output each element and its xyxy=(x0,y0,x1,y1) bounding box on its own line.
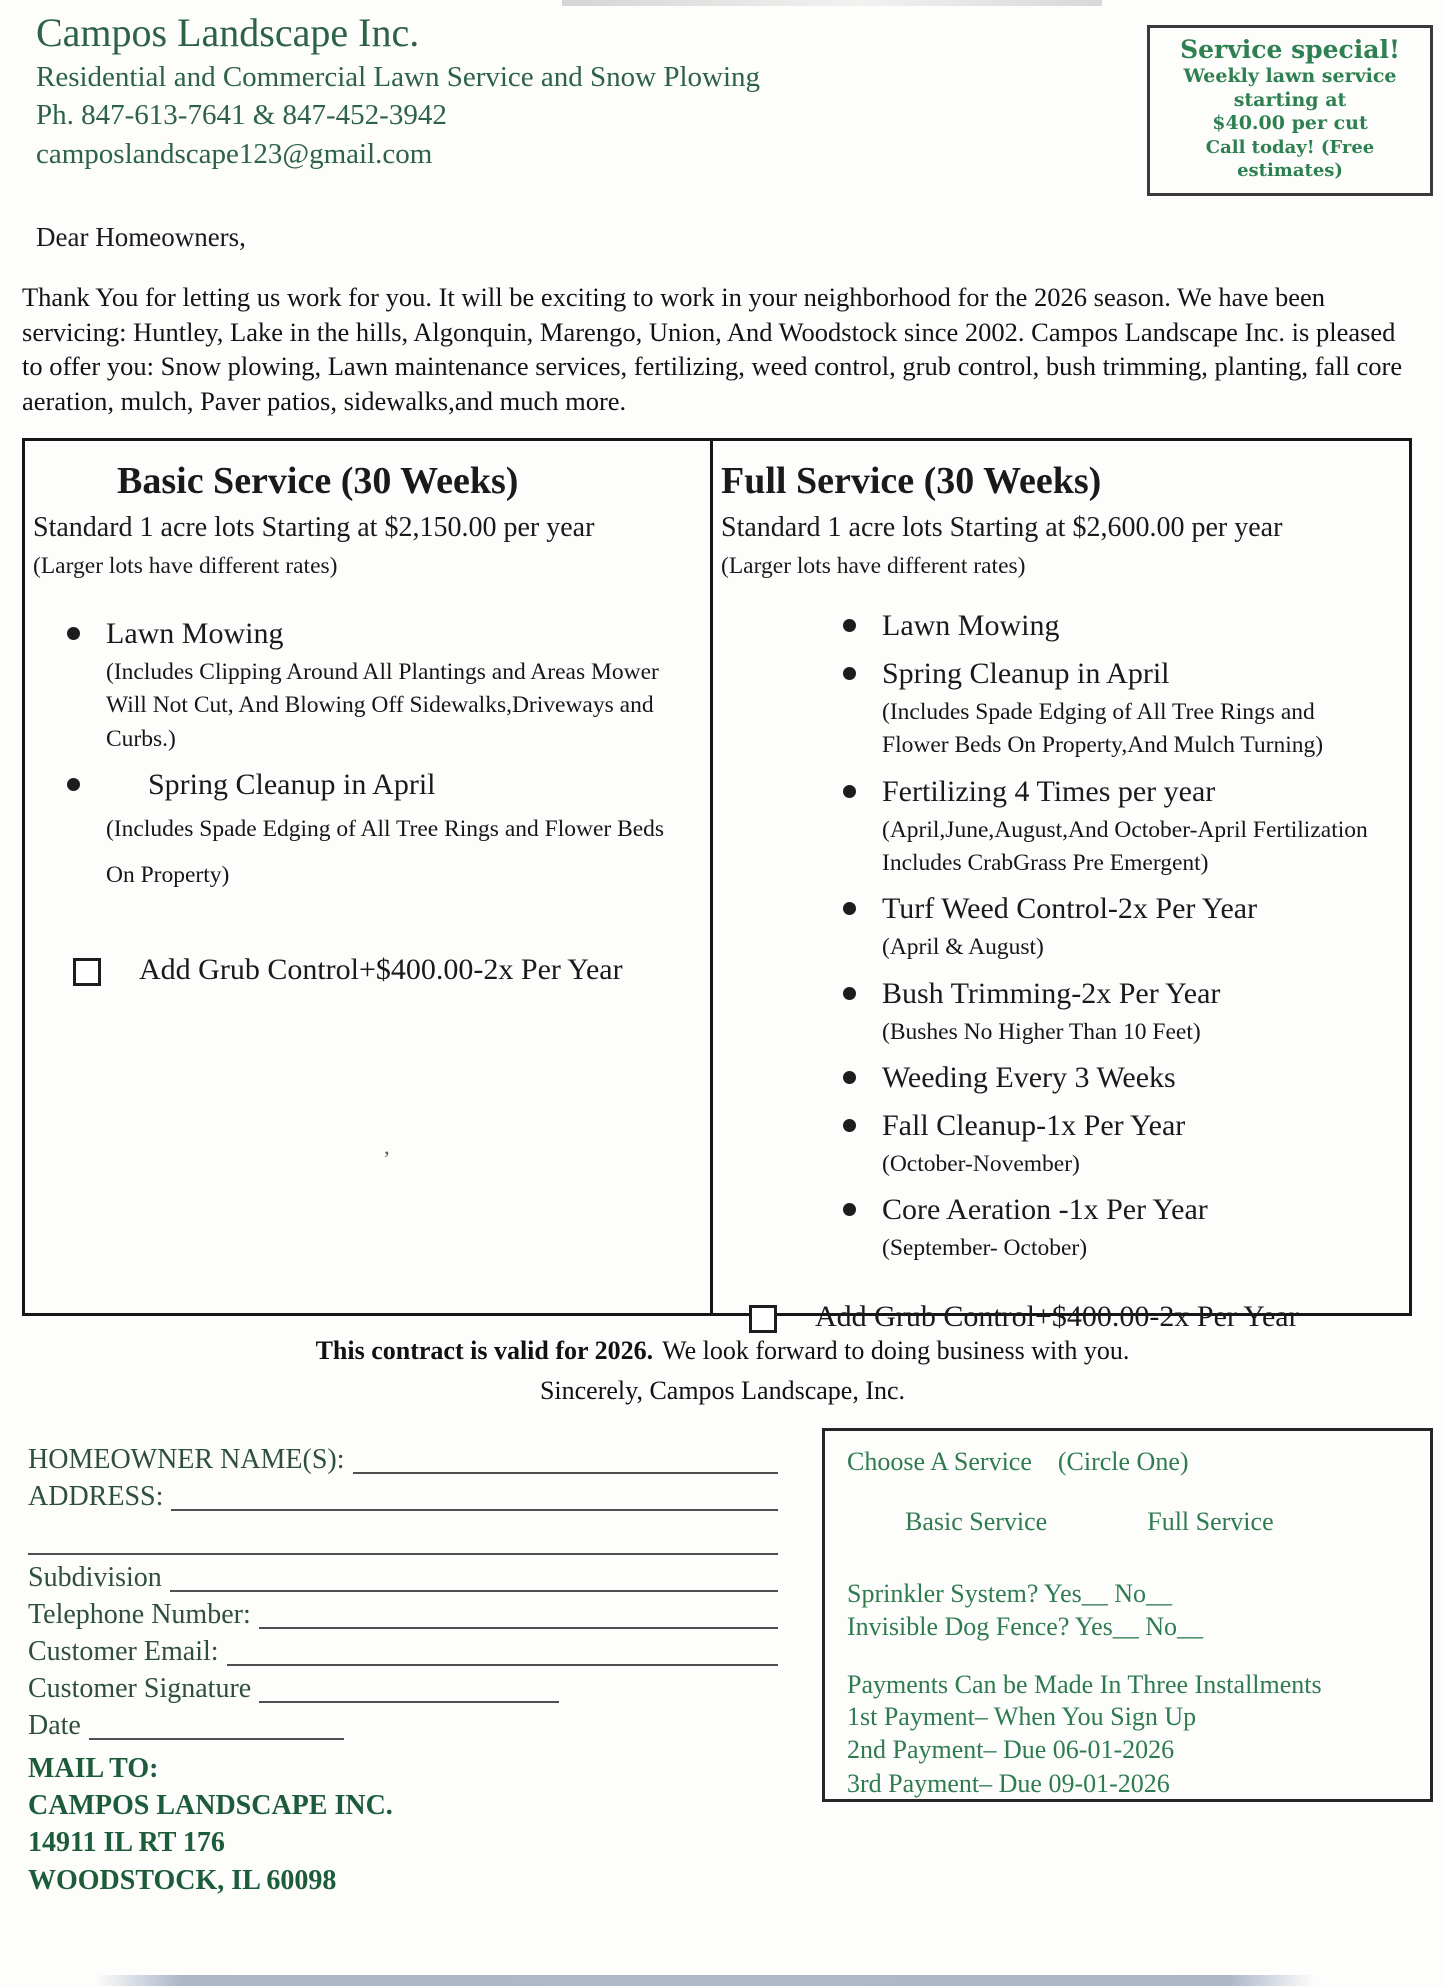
bullet-icon xyxy=(843,1203,856,1216)
service-item-detail: (April & August) xyxy=(882,934,1044,961)
form-row-homeowner-name xyxy=(28,1440,778,1474)
scan-artifact-top xyxy=(562,0,1102,6)
full-service-note: (Larger lots have different rates) xyxy=(721,552,1026,579)
service-item-detail: (Includes Spade Edging of All Tree Rings and Flower Beds On Property,And Mulch Turning) xyxy=(882,698,1324,759)
company-email: camposlandscape123@gmail.com xyxy=(36,137,433,170)
special-title: Service special! xyxy=(1180,35,1400,64)
bullet-icon xyxy=(843,1119,856,1132)
bullet-icon xyxy=(843,987,856,1000)
special-line-1: Weekly lawn service xyxy=(1183,64,1397,87)
basic-service-list xyxy=(25,614,710,899)
contract-validity-rest: We look forward to doing business with you. xyxy=(662,1336,1130,1365)
list-item xyxy=(843,889,1409,964)
service-item-label: Lawn Mowing xyxy=(882,608,1060,642)
salutation: Dear Homeowners, xyxy=(36,222,246,252)
grub-control-checkbox[interactable] xyxy=(749,1305,777,1333)
address-field[interactable] xyxy=(171,1481,778,1511)
circle-one-hint: (Circle One) xyxy=(1057,1447,1189,1476)
special-line-2: starting at xyxy=(1233,88,1347,111)
bullet-icon xyxy=(67,627,80,640)
payment-3: 3rd Payment– Due 09-01-2026 xyxy=(847,1768,1170,1798)
subdivision-label: Subdivision xyxy=(28,1562,162,1593)
list-item xyxy=(843,606,1409,645)
option-basic-service[interactable]: Basic Service xyxy=(905,1507,1048,1536)
list-item xyxy=(843,772,1409,881)
subdivision-field[interactable] xyxy=(170,1562,778,1592)
list-item xyxy=(843,974,1409,1049)
service-item-detail: (Includes Spade Edging of All Tree Rings and Flower Beds On Property) xyxy=(106,815,665,888)
company-phone: Ph. 847-613-7641 & 847-452-3942 xyxy=(36,99,447,132)
contract-validity-bold: This contract is valid for 2026. xyxy=(315,1336,654,1365)
letter-body: Thank You for letting us work for you. It will be exciting to work in your neighborhood for the 2026 season. We have been servicing: Huntley, Lake in the hills, Algonquin, Marengo, Union, And Woodstock since 2002. Campos Landscape Inc. is pleased to offer you: Snow plowing, Lawn maintenance services, fertilizing, weed control, grub control, bush trimming, planting, fall core aeration, mulch, Paver patios, sidewalks,and much more. xyxy=(22,282,1403,417)
form-row-email xyxy=(28,1632,778,1666)
service-item-detail: (September- October) xyxy=(882,1235,1088,1262)
service-item-label: Weeding Every 3 Weeks xyxy=(882,1060,1176,1094)
choose-service-header xyxy=(847,1447,1408,1477)
letterhead xyxy=(36,8,760,173)
service-item-label: Fertilizing 4 Times per year xyxy=(882,774,1216,808)
customer-email-field[interactable] xyxy=(227,1636,778,1666)
full-service-list xyxy=(713,606,1409,1266)
sprinkler-question[interactable]: Sprinkler System? Yes__ No__ xyxy=(847,1579,1173,1608)
service-options xyxy=(905,1507,1408,1537)
customer-email-label: Customer Email: xyxy=(28,1636,219,1667)
list-item xyxy=(67,765,710,899)
company-tagline: Residential and Commercial Lawn Service and Snow Plowing xyxy=(36,61,761,93)
service-item-label: Core Aeration -1x Per Year xyxy=(882,1193,1208,1227)
bullet-icon xyxy=(843,619,856,632)
basic-service-note: (Larger lots have different rates) xyxy=(33,552,338,579)
form-row-address xyxy=(28,1477,778,1511)
service-item-label: Lawn Mowing xyxy=(106,616,284,650)
scan-artifact-mark xyxy=(383,1146,390,1172)
date-label: Date xyxy=(28,1710,81,1741)
addon-label: Add Grub Control+$400.00-2x Per Year xyxy=(139,952,623,986)
full-service-title: Full Service (30 Weeks) xyxy=(721,460,1102,502)
bullet-icon xyxy=(67,778,80,791)
address-label: ADDRESS: xyxy=(28,1481,164,1512)
service-item-label: Fall Cleanup-1x Per Year xyxy=(882,1108,1186,1142)
mail-to-block xyxy=(28,1750,393,1899)
full-service-price: Standard 1 acre lots Starting at $2,600.00 per year xyxy=(721,511,1283,543)
list-item xyxy=(843,1190,1409,1265)
customer-signature-label: Customer Signature xyxy=(28,1673,252,1704)
list-item xyxy=(843,1106,1409,1181)
dog-fence-question[interactable]: Invisible Dog Fence? Yes__ No__ xyxy=(847,1612,1204,1641)
service-item-label: Spring Cleanup in April xyxy=(882,656,1170,690)
choose-service-title: Choose A Service xyxy=(847,1447,1032,1476)
mail-to-heading: MAIL TO: xyxy=(28,1753,159,1784)
special-call-to-action: Call today! (Free estimates) xyxy=(1205,137,1375,182)
homeowner-name-field[interactable] xyxy=(353,1444,778,1474)
telephone-field[interactable] xyxy=(259,1599,778,1629)
service-item-detail: (October-November) xyxy=(882,1150,1080,1177)
form-row-telephone xyxy=(28,1595,778,1629)
bullet-icon xyxy=(843,902,856,915)
telephone-label: Telephone Number: xyxy=(28,1599,251,1630)
service-item-label: Turf Weed Control-2x Per Year xyxy=(882,892,1258,926)
basic-service-column xyxy=(25,441,710,1313)
scan-artifact-bottom xyxy=(95,1975,1315,1986)
service-special-box xyxy=(1147,25,1433,196)
full-grub-addon-row xyxy=(749,1300,1409,1334)
contract-validity-note xyxy=(0,1336,1445,1366)
service-item-label: Spring Cleanup in April xyxy=(148,767,436,801)
service-item-detail: (Bushes No Higher Than 10 Feet) xyxy=(882,1018,1201,1045)
homeowner-name-label: HOMEOWNER NAME(S): xyxy=(28,1444,345,1475)
service-item-detail: (April,June,August,And October-April Fertilization Includes CrabGrass Pre Emergent) xyxy=(882,816,1368,876)
bullet-icon xyxy=(843,667,856,680)
address-continued-field[interactable] xyxy=(28,1525,778,1555)
signoff: Sincerely, Campos Landscape, Inc. xyxy=(539,1376,906,1405)
services-table xyxy=(22,438,1412,1333)
payment-1: 1st Payment– When You Sign Up xyxy=(847,1702,1197,1731)
special-line-3: $40.00 per cut xyxy=(1212,112,1368,135)
payments-title: Payments Can be Made In Three Installments xyxy=(847,1670,1322,1699)
company-name: Campos Landscape Inc. xyxy=(36,10,420,55)
mail-to-city: WOODSTOCK, IL 60098 xyxy=(28,1864,337,1896)
customer-form xyxy=(28,1440,778,1743)
service-item-label: Bush Trimming-2x Per Year xyxy=(882,976,1221,1010)
bullet-icon xyxy=(843,1071,856,1084)
service-item-detail: (Includes Clipping Around All Plantings and Areas Mower Will Not Cut, And Blowing Off Sidewalks,Driveways and Curbs.) xyxy=(106,658,659,752)
list-item xyxy=(67,614,710,756)
form-row-date xyxy=(28,1706,778,1740)
basic-service-price: Standard 1 acre lots Starting at $2,150.00 per year xyxy=(33,511,595,543)
form-row-subdivision xyxy=(28,1558,778,1592)
form-row-signature xyxy=(28,1669,778,1703)
basic-service-title: Basic Service (30 Weeks) xyxy=(117,460,519,502)
basic-grub-addon-row xyxy=(73,953,710,987)
full-service-column xyxy=(713,441,1409,1333)
addon-label: Add Grub Control+$400.00-2x Per Year xyxy=(815,1299,1299,1333)
grub-control-checkbox[interactable] xyxy=(73,958,101,986)
list-item xyxy=(843,1058,1409,1097)
mail-to-street: 14911 IL RT 176 xyxy=(28,1827,225,1859)
form-row-address-continued xyxy=(28,1521,778,1555)
customer-signature-field[interactable] xyxy=(259,1673,559,1703)
bullet-icon xyxy=(843,785,856,798)
choose-service-box xyxy=(822,1428,1433,1802)
payment-2: 2nd Payment– Due 06-01-2026 xyxy=(847,1735,1175,1765)
list-item xyxy=(843,654,1409,763)
option-full-service[interactable]: Full Service xyxy=(1147,1507,1274,1536)
mail-to-company: CAMPOS LANDSCAPE INC. xyxy=(28,1790,393,1822)
date-field[interactable] xyxy=(89,1710,344,1740)
